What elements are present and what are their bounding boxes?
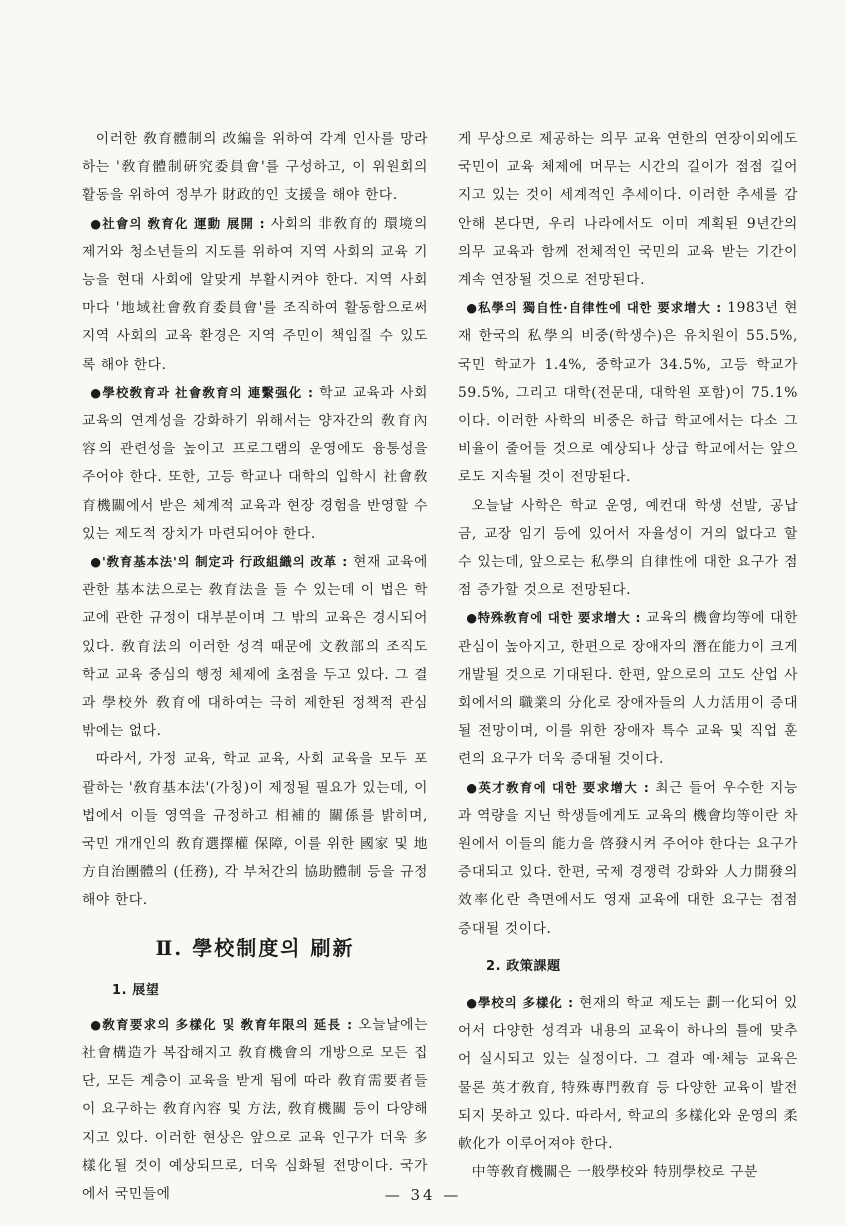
subsection-heading: 2. 政策課題 (486, 958, 561, 974)
bullet-item (82, 379, 428, 548)
bullet-text: 현재 교육에 관한 基本法으로는 敎育法을 들 수 있는데 이 법은 학교에 관한 규정이 대부분이며 그 밖의 교육은 경시되어 있다. 敎育法의 이러한 성격 때문에 文敎部의 조직도 학교 교육 중심의 행정 체제에 초점을 두고 있다. 그 결과 學校外 敎育에 대하여는 극히 제한된 정책적 관심 밖에는 없다. (82, 554, 428, 740)
bullet-text: 1983년 현재 한국의 私學의 비중(학생수)은 유치원이 55.5%, 국민 학교가 1.4%, 중학교가 34.5%, 고등 학교가 59.5%, 그리고 대학(전문대, 대학원 포함)이 75.1%이다. 이러한 사학의 비중은 하급 학교에서는 다소 그 비율이 줄어들 것으로 예상되나 상급 학교에서는 앞으로도 지속될 것이 전망된다. (458, 300, 798, 486)
right-column (458, 125, 798, 1186)
subsection-heading: 1. 展望 (112, 982, 160, 998)
bullet-item (82, 548, 428, 745)
bullet-item (458, 774, 798, 943)
bullet-heading: ●'敎育基本法'의 制定과 行政組織의 改革 : (90, 554, 348, 570)
bullet-text: 현재의 학교 제도는 劃一化되어 있어서 다양한 성격과 내용의 교육이 하나의 틀에 맞추어 실시되고 있는 실정이다. 그 결과 예·체능 교육은 물론 英才敎育, 特殊專門敎育 등 다양한 교육이 발전되지 못하고 있다. 따라서, 학교의 多樣化와 운영의 柔軟化가 이루어져야 한다. (458, 994, 798, 1152)
bullet-item (82, 1011, 428, 1208)
bullet-heading: ●私學의 獨自性·自律性에 대한 要求增大 : (466, 300, 722, 316)
bullet-item (82, 210, 428, 379)
bullet-text: 최근 들어 우수한 지능과 역량을 지닌 학생들에게도 교육의 機會均等이란 차원에서 이들의 能力을 啓發시켜 주어야 한다는 요구가 증대되고 있다. 한편, 국제 경쟁력 강화와 人力開發의 效率化란 측면에서도 영재 교육에 대한 요구는 점점 증대될 것이다. (458, 779, 799, 937)
paragraph: 이러한 敎育體制의 改編을 위하여 각계 인사를 망라하는 '敎育體制硏究委員會'를 구성하고, 이 위원회의 활동을 위하여 정부가 財政的인 支援을 해야 한다. (82, 131, 428, 204)
bullet-text: 사회의 非敎育的 環境의 제거와 청소년들의 지도를 위하여 지역 사회의 교육 기능을 현대 사회에 알맞게 부활시켜야 한다. 지역 사회마다 '地域社會敎育委員會'를 조직하여 활동함으로써 지역 사회의 교육 환경은 지역 주민이 책임질 수 있도록 해야 한다. (82, 215, 428, 373)
bullet-heading: ●學校敎育과 社會敎育의 連繫强化 : (90, 384, 314, 400)
bullet-text: 학교 교육과 사회 교육의 연계성을 강화하기 위해서는 양자간의 敎育內容의 관련성을 높이고 프로그램의 운영에도 융통성을 주어야 한다. 또한, 고등 학교나 대학의 입학시 社會敎育機關에서 받은 체계적 교육과 현장 경험을 반영할 수 있는 제도적 장치가 마련되어야 한다. (82, 384, 429, 542)
bullet-heading: ●社會의 敎育化 運動 展開 : (90, 215, 266, 231)
left-column (82, 125, 428, 1208)
bullet-item (458, 989, 798, 1158)
bullet-heading: ●敎育要求의 多樣化 및 敎育年限의 延長 : (90, 1016, 353, 1032)
bullet-item (458, 294, 798, 491)
bullet-heading: ●學校의 多樣化 : (466, 994, 574, 1010)
paragraph: 오늘날 사학은 학교 운영, 예컨대 학생 선발, 공납금, 교장 임기 등에 있어서 자율성이 거의 없다고 할 수 있는데, 앞으로는 私學의 自律性에 대한 요구가 점점 증가할 것으로 전망된다. (458, 497, 798, 599)
bullet-heading: ●英才敎育에 대한 要求增大 : (466, 779, 650, 795)
section-title: Ⅱ. 學校制度의 刷新 (155, 935, 355, 960)
paragraph: 따라서, 가정 교육, 학교 교육, 사회 교육을 모두 포괄하는 '敎育基本法'(가칭)이 제정될 필요가 있는데, 이 법에서 이들 영역을 규정하고 相補的 關係를 밝히며, 국민 개개인의 敎育選擇權 保障, 이를 위한 國家 및 地方自治團體의 (任務), 각 부처간의 協助體制 등을 규정해야 한다. (82, 751, 428, 909)
bullet-text: 오늘날에는 社會構造가 복잡해지고 敎育機會의 개방으로 모든 집단, 모든 계층이 교육을 받게 됨에 따라 敎育需要者들이 요구하는 敎育內容 및 方法, 敎育機關 등이 다양해지고 있다. 이러한 현상은 앞으로 교육 인구가 더욱 多樣化될 것이 예상되므로, 더욱 심화될 전망이다. 국가에서 국민들에 (82, 1016, 428, 1202)
paragraph: 게 무상으로 제공하는 의무 교육 연한의 연장이외에도 국민이 교육 체제에 머무는 시간의 길이가 점점 길어지고 있는 것이 세계적인 추세이다. 이러한 추세를 감안해 본다면, 우리 나라에서도 이미 계획된 9년간의 의무 교육과 함께 전체적인 국민의 교육 받는 기간이 계속 연장될 것으로 전망된다. (458, 131, 798, 289)
bullet-text: 교육의 機會均等에 대한 관심이 높아지고, 한편으로 장애자의 潛在能力이 크게 개발될 것으로 기대된다. 한편, 앞으로의 고도 산업 사회에서의 職業의 分化로 장애자들의 人力活用이 증대될 전망이며, 이를 위한 장애자 특수 교육 및 직업 훈련의 요구가 더욱 증대될 것이다. (458, 610, 798, 768)
bullet-heading: ●特殊敎育에 대한 要求增大 : (466, 610, 642, 626)
bullet-item (458, 604, 798, 773)
page-number: — 34 — (384, 1186, 462, 1204)
paragraph: 中等敎育機關은 一般學校와 特別學校로 구분 (471, 1164, 758, 1181)
